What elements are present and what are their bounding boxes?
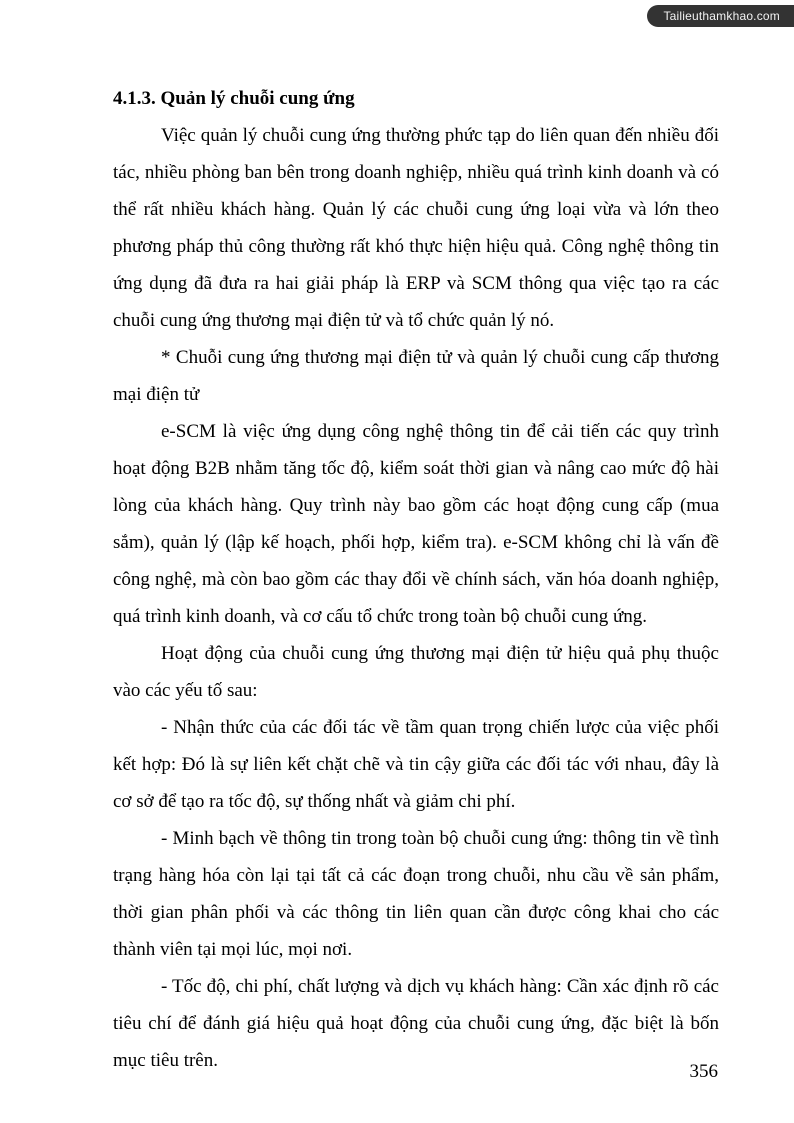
section-heading: 4.1.3. Quản lý chuỗi cung ứng: [113, 88, 355, 109]
paragraph: - Nhận thức của các đối tác về tầm quan trọng chiến lược của việc phối kết hợp: Đó là sự liên kết chặt chẽ và tin cậy giữa các đối tác với nhau, đây là cơ sở để tạo ra tốc độ, sự thống nhất và giảm chi phí.: [113, 717, 719, 812]
paragraph: Việc quản lý chuỗi cung ứng thường phức tạp do liên quan đến nhiều đối tác, nhiều phòng ban bên trong doanh nghiệp, nhiều quá trình kinh doanh và có thể rất nhiều khách hàng. Quản lý các chuỗi cung ứng loại vừa và lớn theo phương pháp thủ công thường rất khó thực hiện hiệu quả. Công nghệ thông tin ứng dụng đã đưa ra hai giải pháp là ERP và SCM thông qua việc tạo ra các chuỗi cung ứng thương mại điện tử và tổ chức quản lý nó.: [113, 125, 719, 331]
page-content: [113, 80, 719, 1079]
paragraph: - Minh bạch về thông tin trong toàn bộ chuỗi cung ứng: thông tin về tình trạng hàng hóa còn lại tại tất cả các đoạn trong chuỗi, nhu cầu về sản phẩm, thời gian phân phối và các thông tin liên quan cần được công khai cho các thành viên tại mọi lúc, mọi nơi.: [113, 828, 719, 960]
paragraph: * Chuỗi cung ứng thương mại điện tử và quản lý chuỗi cung cấp thương mại điện tử: [113, 347, 719, 405]
paragraph: Hoạt động của chuỗi cung ứng thương mại điện tử hiệu quả phụ thuộc vào các yếu tố sau:: [113, 643, 719, 701]
paragraph: e-SCM là việc ứng dụng công nghệ thông tin để cải tiến các quy trình hoạt động B2B nhằm tăng tốc độ, kiểm soát thời gian và nâng cao mức độ hài lòng của khách hàng. Quy trình này bao gồm các hoạt động cung cấp (mua sắm), quản lý (lập kế hoạch, phối hợp, kiểm tra). e-SCM không chỉ là vấn đề công nghệ, mà còn bao gồm các thay đổi về chính sách, văn hóa doanh nghiệp, quá trình kinh doanh, và cơ cấu tổ chức trong toàn bộ chuỗi cung ứng.: [113, 421, 719, 627]
page-number: 356: [689, 1061, 718, 1082]
paragraph: - Tốc độ, chi phí, chất lượng và dịch vụ khách hàng: Cần xác định rõ các tiêu chí để đánh giá hiệu quả hoạt động của chuỗi cung ứng, đặc biệt là bốn mục tiêu trên.: [113, 976, 719, 1071]
watermark-badge: Tailieuthamkhao.com: [647, 5, 794, 27]
